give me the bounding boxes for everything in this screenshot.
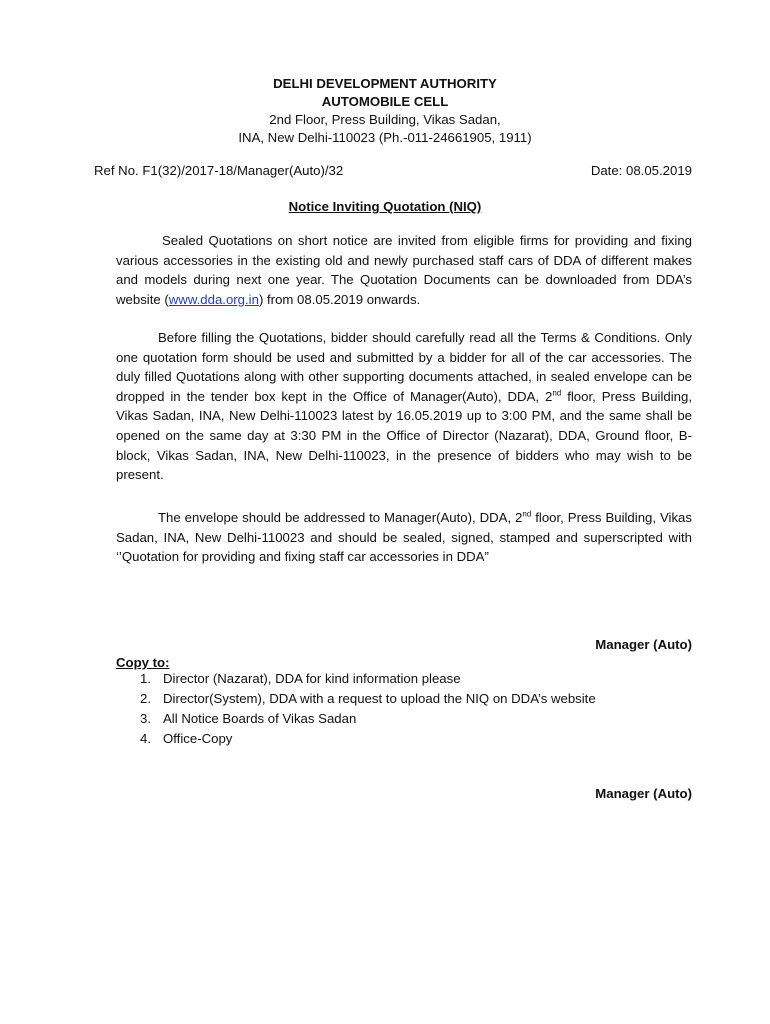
paragraph-invitation-tail: ) from 08.05.2019 onwards.: [258, 291, 421, 307]
notice-subject-wrap: [0, 199, 770, 214]
notice-subject: Notice Inviting Quotation (NIQ): [288, 199, 482, 214]
reference-number: Ref No. F1(32)/2017-18/Manager(Auto)/32: [94, 163, 344, 178]
cell-name: AUTOMOBILE CELL: [321, 94, 449, 109]
paragraph-envelope-tail: floor, Press Building, Vikas Sadan, INA, New Delhi-110023 and should be sealed, signed, stamped and superscripted with ‘’Quotation for providing and fixing staff car accessories in DDA”: [116, 510, 692, 565]
notice-date: Date: 08.05.2019: [590, 163, 692, 178]
list-number: 4.: [140, 731, 151, 746]
list-text: Director (Nazarat), DDA for kind information please: [163, 671, 461, 686]
dda-website-link[interactable]: www.dda.org.in: [168, 291, 259, 307]
list-item: [140, 689, 596, 709]
copy-to-list: [140, 669, 596, 749]
paragraph-invitation: [116, 231, 692, 309]
paragraph-envelope: [116, 508, 692, 567]
org-name: DELHI DEVELOPMENT AUTHORITY: [273, 76, 497, 91]
paragraph-instructions: [116, 328, 692, 485]
signature-block-2: Manager (Auto): [595, 786, 692, 801]
address-line-2: INA, New Delhi-110023 (Ph.-011-24661905, 1911): [238, 130, 532, 145]
list-number: 3.: [140, 711, 151, 726]
signature-block-1: Manager (Auto): [595, 637, 692, 652]
superscript-nd: nd: [552, 388, 562, 398]
paragraph-instructions-text: Before filling the Quotations, bidder should carefully read all the Terms & Conditions. Only one quotation form should be used and submitted by a bidder for all of the car accessories. The duly filled Quotations along with other supporting documents attached, in sealed envelope can be dropped in the tender box kept in the Office of Manager(Auto), DDA, 2: [116, 330, 692, 404]
list-text: Director(System), DDA with a request to upload the NIQ on DDA’s website: [163, 691, 596, 706]
list-item: [140, 669, 596, 689]
paragraph-envelope-text: The envelope should be addressed to Manager(Auto), DDA, 2: [158, 510, 523, 525]
copy-to-heading: Copy to:: [116, 655, 170, 670]
paragraph-invitation-text: Sealed Quotations on short notice are invited from eligible firms for providing and fixing various accessories in the existing old and newly purchased staff cars of DDA of different makes and models during next one year. The Quotation Documents can be downloaded from DDA’s website (: [116, 233, 692, 307]
list-number: 2.: [140, 691, 151, 706]
superscript-nd: nd: [522, 509, 532, 519]
list-number: 1.: [140, 671, 151, 686]
list-text: All Notice Boards of Vikas Sadan: [163, 711, 357, 726]
address-line-1: 2nd Floor, Press Building, Vikas Sadan,: [269, 112, 501, 127]
list-item: [140, 729, 596, 749]
paragraph-instructions-tail: floor, Press Building, Vikas Sadan, INA, New Delhi-110023 latest by 16.05.2019 up to 3:00 PM, and the same shall be opened on the same day at 3:30 PM in the Office of Director (Nazarat), DDA, Ground floor, B-block, Vikas Sadan, INA, New Delhi-110023, in the presence of bidders who may wish to be present.: [116, 388, 692, 483]
list-item: [140, 709, 596, 729]
copy-to-heading-wrap: [116, 655, 169, 670]
list-text: Office-Copy: [163, 731, 233, 746]
